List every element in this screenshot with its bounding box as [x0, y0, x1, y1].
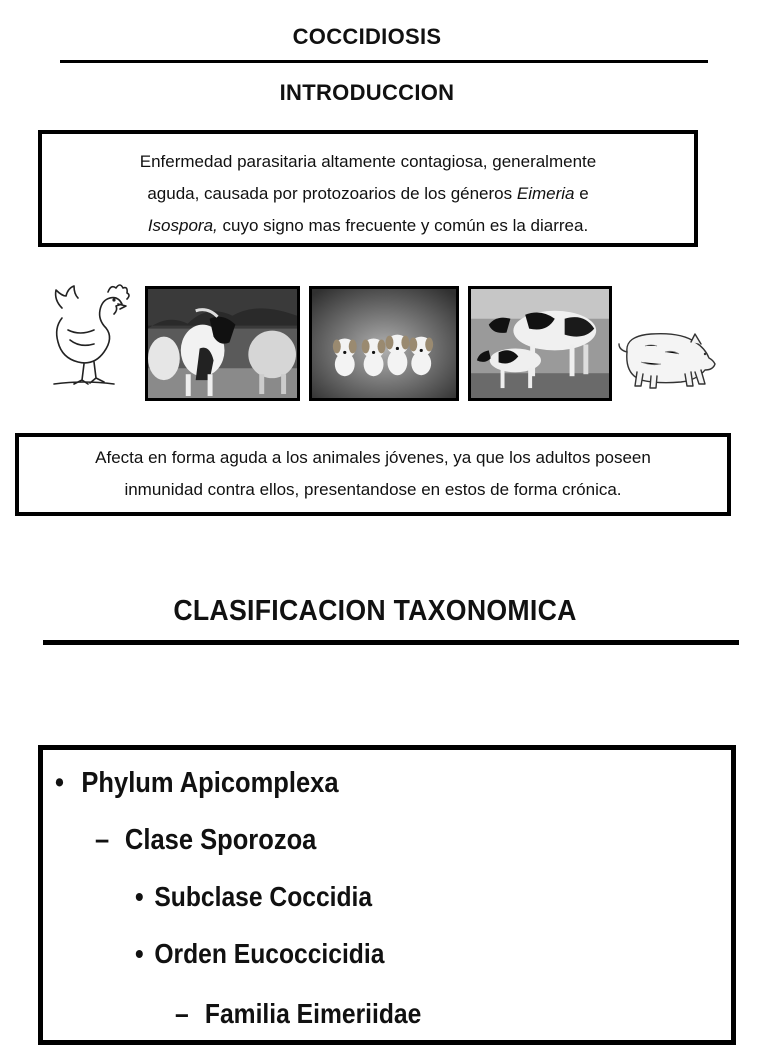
effect-line-2: inmunidad contra ellos, presentandose en estos de forma crónica.	[124, 480, 622, 499]
dash-marker: –	[95, 824, 110, 856]
taxonomy-item-orden	[135, 938, 384, 970]
dash-marker: –	[175, 998, 189, 1029]
section-heading-taxonomia: CLASIFICACION TAXONOMICA	[173, 595, 577, 627]
intro-line-2-text: aguda, causada por protozoarios de los géneros	[147, 184, 517, 203]
intro-line-3-text: cuyo signo mas frecuente y común es la diarrea.	[217, 216, 589, 235]
taxonomy-label: Phylum Apicomplexa	[81, 767, 339, 799]
pig-drawing	[615, 322, 718, 392]
effect-description-box	[15, 433, 731, 516]
taxonomy-divider	[43, 640, 739, 645]
rooster-drawing	[50, 280, 132, 390]
taxonomy-item-phylum	[55, 767, 339, 800]
effect-line-1: Afecta en forma aguda a los animales jóvenes, ya que los adultos poseen	[95, 448, 651, 467]
bullet-marker: •	[55, 767, 64, 799]
genus-eimeria: Eimeria	[516, 184, 575, 203]
taxonomy-item-familia	[175, 998, 421, 1030]
taxonomy-item-subclase	[135, 881, 372, 913]
intro-line-3	[42, 210, 694, 242]
bullet-marker: •	[135, 938, 144, 969]
taxonomy-item-clase	[95, 824, 316, 857]
taxonomy-label: Clase Sporozoa	[124, 824, 317, 856]
cows-photo	[468, 286, 612, 401]
intro-definition-box	[38, 130, 698, 247]
intro-line-2-end: e	[574, 184, 589, 203]
intro-line-1: Enfermedad parasitaria altamente contagiosa, generalmente	[139, 152, 597, 171]
taxonomy-label: Orden Eucoccicidia	[154, 938, 385, 969]
taxonomy-label: Familia Eimeriidae	[204, 998, 422, 1029]
section-heading-introduccion: INTRODUCCION	[279, 80, 455, 105]
page-title: COCCIDIOSIS	[292, 24, 442, 49]
title-divider	[60, 60, 708, 63]
puppies-photo	[309, 286, 459, 401]
goats-photo	[145, 286, 300, 401]
intro-line-2	[42, 178, 694, 210]
taxonomy-label: Subclase Coccidia	[154, 881, 373, 912]
genus-isospora: Isospora,	[147, 216, 218, 235]
bullet-marker: •	[135, 881, 144, 912]
